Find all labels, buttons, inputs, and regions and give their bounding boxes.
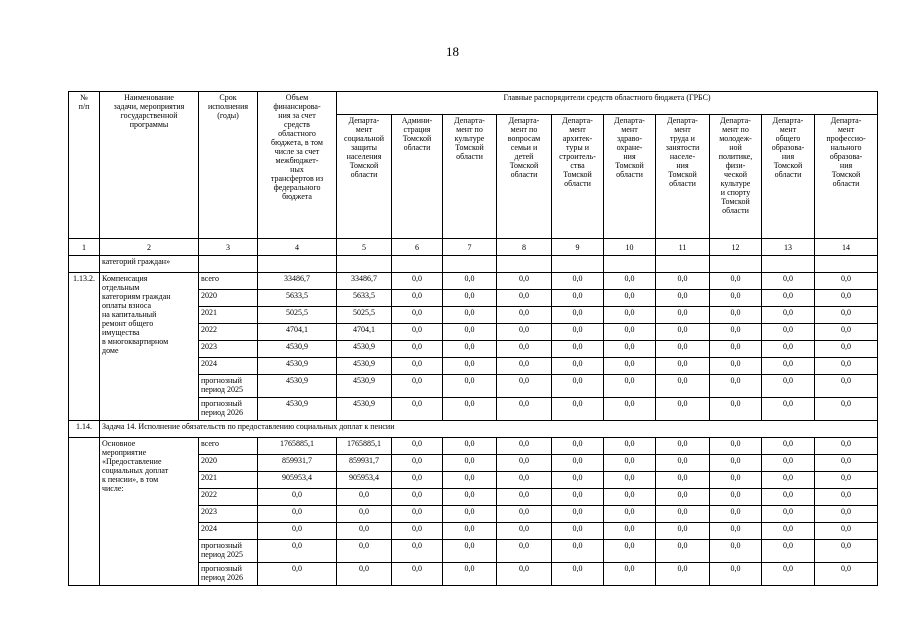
column-index-14: 14 <box>815 239 878 256</box>
value-cell: 0,0 <box>604 341 656 358</box>
header-department-10: Департа- мент профессио- нального образова- ния Томской области <box>815 115 878 239</box>
value-cell: 0,0 <box>762 540 815 563</box>
value-cell: 4704,1 <box>337 324 392 341</box>
value-cell: 0,0 <box>392 324 443 341</box>
value-cell: 0,0 <box>552 489 604 506</box>
column-index-10: 10 <box>604 239 656 256</box>
value-cell: 0,0 <box>815 523 878 540</box>
value-cell: 0,0 <box>815 273 878 290</box>
value-cell: 0,0 <box>392 341 443 358</box>
value-cell: 4530,9 <box>337 375 392 398</box>
value-cell: 0,0 <box>762 307 815 324</box>
value-cell: 0,0 <box>552 438 604 455</box>
value-cell: 0,0 <box>656 307 710 324</box>
value-cell: 0,0 <box>552 398 604 421</box>
period-cell: всего <box>199 438 258 455</box>
value-cell: 0,0 <box>656 438 710 455</box>
value-cell: 0,0 <box>392 523 443 540</box>
value-cell: 0,0 <box>552 375 604 398</box>
period-cell: 2022 <box>199 489 258 506</box>
value-cell: 0,0 <box>497 455 552 472</box>
value-cell: 0,0 <box>815 375 878 398</box>
value-cell: 0,0 <box>337 540 392 563</box>
value-cell: 0,0 <box>392 438 443 455</box>
column-index-row <box>69 239 878 256</box>
value-cell: 0,0 <box>497 489 552 506</box>
value-cell: 0,0 <box>656 472 710 489</box>
period-cell: прогнозный период 2025 <box>199 540 258 563</box>
value-cell: 905953,4 <box>337 472 392 489</box>
value-cell: 0,0 <box>815 438 878 455</box>
value-cell: 0,0 <box>656 290 710 307</box>
value-cell: 0,0 <box>604 523 656 540</box>
value-cell: 0,0 <box>710 341 762 358</box>
value-cell: 0,0 <box>497 273 552 290</box>
value-cell: 0,0 <box>552 273 604 290</box>
value-cell: 0,0 <box>497 563 552 586</box>
header-department-2: Админи- страция Томской области <box>392 115 443 239</box>
value-cell: 0,0 <box>604 455 656 472</box>
value-cell: 0,0 <box>552 472 604 489</box>
value-cell: 0,0 <box>392 472 443 489</box>
total-cell: 1765885,1 <box>258 438 337 455</box>
value-cell: 0,0 <box>392 307 443 324</box>
value-cell: 0,0 <box>762 563 815 586</box>
value-cell: 0,0 <box>443 307 497 324</box>
value-cell: 0,0 <box>552 341 604 358</box>
value-cell: 0,0 <box>337 489 392 506</box>
period-cell: 2021 <box>199 472 258 489</box>
header-grbs-group: Главные распорядители средств областного бюджета (ГРБС) <box>337 92 878 115</box>
page-number: 18 <box>446 44 459 59</box>
column-index-5: 5 <box>337 239 392 256</box>
value-cell: 0,0 <box>443 324 497 341</box>
value-cell: 0,0 <box>604 290 656 307</box>
value-cell: 0,0 <box>815 489 878 506</box>
section-1-13-2-row <box>69 273 878 290</box>
value-cell: 0,0 <box>392 455 443 472</box>
value-cell: 0,0 <box>710 398 762 421</box>
value-cell: 0,0 <box>710 489 762 506</box>
value-cell: 0,0 <box>815 398 878 421</box>
header-department-1: Департа- мент социальной защиты населения Томской области <box>337 115 392 239</box>
value-cell: 0,0 <box>762 455 815 472</box>
value-cell: 0,0 <box>497 506 552 523</box>
value-cell: 0,0 <box>552 523 604 540</box>
value-cell: 0,0 <box>604 540 656 563</box>
value-cell: 0,0 <box>710 506 762 523</box>
value-cell: 0,0 <box>710 563 762 586</box>
total-cell: 0,0 <box>258 506 337 523</box>
column-index-1: 1 <box>69 239 100 256</box>
value-cell: 0,0 <box>337 506 392 523</box>
value-cell: 0,0 <box>815 358 878 375</box>
column-index-13: 13 <box>762 239 815 256</box>
value-cell: 0,0 <box>656 523 710 540</box>
header-department-8: Департа- мент по молодеж- ной политике, физи- ческой культуре и спорту Томской области <box>710 115 762 239</box>
value-cell: 0,0 <box>710 523 762 540</box>
value-cell: 0,0 <box>497 307 552 324</box>
value-cell: 0,0 <box>337 563 392 586</box>
value-cell: 0,0 <box>552 506 604 523</box>
value-cell: 0,0 <box>337 523 392 540</box>
value-cell: 4530,9 <box>337 341 392 358</box>
main-event-number <box>69 438 100 586</box>
value-cell: 0,0 <box>815 540 878 563</box>
value-cell: 0,0 <box>656 341 710 358</box>
value-cell: 0,0 <box>392 273 443 290</box>
value-cell: 0,0 <box>392 563 443 586</box>
value-cell: 0,0 <box>656 398 710 421</box>
value-cell: 0,0 <box>656 506 710 523</box>
value-cell: 0,0 <box>710 273 762 290</box>
header-col-name: Наименование задачи, мероприятия государственной программы <box>100 92 199 239</box>
value-cell: 0,0 <box>762 523 815 540</box>
value-cell: 0,0 <box>762 324 815 341</box>
header-department-7: Департа- мент труда и занятости населе- ния Томской области <box>656 115 710 239</box>
value-cell: 0,0 <box>392 506 443 523</box>
value-cell: 0,0 <box>815 472 878 489</box>
value-cell: 0,0 <box>443 472 497 489</box>
value-cell: 0,0 <box>762 398 815 421</box>
value-cell: 0,0 <box>443 540 497 563</box>
period-cell: прогнозный период 2025 <box>199 375 258 398</box>
value-cell: 0,0 <box>443 358 497 375</box>
value-cell: 0,0 <box>497 540 552 563</box>
value-cell: 0,0 <box>552 563 604 586</box>
column-index-7: 7 <box>443 239 497 256</box>
value-cell: 0,0 <box>552 307 604 324</box>
value-cell: 0,0 <box>392 375 443 398</box>
value-cell: 0,0 <box>604 398 656 421</box>
value-cell: 0,0 <box>604 506 656 523</box>
total-cell: 4530,9 <box>258 375 337 398</box>
budget-table <box>68 91 878 586</box>
value-cell: 0,0 <box>656 563 710 586</box>
value-cell: 0,0 <box>710 324 762 341</box>
value-cell: 0,0 <box>710 358 762 375</box>
value-cell: 0,0 <box>656 358 710 375</box>
value-cell: 0,0 <box>443 523 497 540</box>
value-cell: 0,0 <box>497 523 552 540</box>
value-cell: 0,0 <box>710 290 762 307</box>
value-cell: 0,0 <box>443 563 497 586</box>
value-cell: 0,0 <box>443 273 497 290</box>
value-cell: 5633,5 <box>337 290 392 307</box>
value-cell: 0,0 <box>656 273 710 290</box>
value-cell: 0,0 <box>815 506 878 523</box>
value-cell: 0,0 <box>443 489 497 506</box>
value-cell: 0,0 <box>392 398 443 421</box>
period-cell: 2023 <box>199 506 258 523</box>
period-cell: прогнозный период 2026 <box>199 398 258 421</box>
value-cell: 0,0 <box>604 358 656 375</box>
section-1-13-2 <box>69 273 878 421</box>
value-cell: 0,0 <box>815 563 878 586</box>
section-1-13-2-number: 1.13.2. <box>69 273 100 421</box>
value-cell: 0,0 <box>815 290 878 307</box>
total-cell: 0,0 <box>258 563 337 586</box>
value-cell: 0,0 <box>497 438 552 455</box>
value-cell: 0,0 <box>604 307 656 324</box>
total-cell: 4530,9 <box>258 358 337 375</box>
column-index-3: 3 <box>199 239 258 256</box>
value-cell: 0,0 <box>762 472 815 489</box>
value-cell: 0,0 <box>762 438 815 455</box>
value-cell: 1765885,1 <box>337 438 392 455</box>
value-cell: 0,0 <box>762 358 815 375</box>
column-index-12: 12 <box>710 239 762 256</box>
value-cell: 0,0 <box>443 455 497 472</box>
value-cell: 0,0 <box>762 375 815 398</box>
value-cell: 0,0 <box>656 540 710 563</box>
header-department-9: Департа- мент общего образова- ния Томской области <box>762 115 815 239</box>
value-cell: 0,0 <box>497 472 552 489</box>
total-cell: 0,0 <box>258 540 337 563</box>
value-cell: 0,0 <box>552 455 604 472</box>
value-cell: 0,0 <box>762 290 815 307</box>
period-cell: 2023 <box>199 341 258 358</box>
value-cell: 0,0 <box>392 358 443 375</box>
period-cell: 2024 <box>199 358 258 375</box>
value-cell: 0,0 <box>443 438 497 455</box>
total-cell: 4530,9 <box>258 341 337 358</box>
value-cell: 0,0 <box>552 290 604 307</box>
value-cell: 0,0 <box>604 375 656 398</box>
period-cell: всего <box>199 273 258 290</box>
total-cell: 5025,5 <box>258 307 337 324</box>
value-cell: 4530,9 <box>337 358 392 375</box>
header-department-3: Департа- мент по культуре Томской области <box>443 115 497 239</box>
value-cell: 0,0 <box>604 273 656 290</box>
period-cell: 2020 <box>199 290 258 307</box>
value-cell: 0,0 <box>656 324 710 341</box>
header-department-5: Департа- мент архитек- туры и строитель- ства Томской области <box>552 115 604 239</box>
value-cell: 0,0 <box>710 438 762 455</box>
value-cell: 4530,9 <box>337 398 392 421</box>
value-cell: 0,0 <box>552 358 604 375</box>
value-cell: 0,0 <box>656 455 710 472</box>
value-cell: 0,0 <box>552 540 604 563</box>
value-cell: 0,0 <box>497 375 552 398</box>
value-cell: 0,0 <box>815 341 878 358</box>
value-cell: 0,0 <box>604 563 656 586</box>
value-cell: 33486,7 <box>337 273 392 290</box>
value-cell: 5025,5 <box>337 307 392 324</box>
header-col-period: Срок исполнения (годы) <box>199 92 258 239</box>
value-cell: 0,0 <box>762 506 815 523</box>
value-cell: 0,0 <box>443 341 497 358</box>
total-cell: 4530,9 <box>258 398 337 421</box>
value-cell: 0,0 <box>762 273 815 290</box>
continuation-text: категорий граждан» <box>100 256 199 273</box>
header-department-6: Департа- мент здраво- охране- ния Томской области <box>604 115 656 239</box>
value-cell: 0,0 <box>710 307 762 324</box>
period-cell: 2021 <box>199 307 258 324</box>
column-index-8: 8 <box>497 239 552 256</box>
total-cell: 859931,7 <box>258 455 337 472</box>
value-cell: 0,0 <box>604 438 656 455</box>
period-cell: 2024 <box>199 523 258 540</box>
value-cell: 0,0 <box>443 290 497 307</box>
value-cell: 0,0 <box>604 489 656 506</box>
value-cell: 0,0 <box>656 375 710 398</box>
period-cell: 2020 <box>199 455 258 472</box>
total-cell: 905953,4 <box>258 472 337 489</box>
value-cell: 0,0 <box>710 455 762 472</box>
total-cell: 0,0 <box>258 489 337 506</box>
header-col-number: № п/п <box>69 92 100 239</box>
total-cell: 0,0 <box>258 523 337 540</box>
value-cell: 0,0 <box>392 489 443 506</box>
column-index-6: 6 <box>392 239 443 256</box>
value-cell: 0,0 <box>762 489 815 506</box>
main-event-row <box>69 438 878 455</box>
total-cell: 5633,5 <box>258 290 337 307</box>
main-event-name: Основное мероприятие «Предоставление социальных доплат к пенсии», в том числе: <box>100 438 199 586</box>
period-cell: 2022 <box>199 324 258 341</box>
value-cell: 0,0 <box>443 375 497 398</box>
section-main-event <box>69 438 878 586</box>
value-cell: 0,0 <box>497 341 552 358</box>
value-cell: 0,0 <box>604 324 656 341</box>
value-cell: 859931,7 <box>337 455 392 472</box>
period-cell: прогнозный период 2026 <box>199 563 258 586</box>
value-cell: 0,0 <box>710 540 762 563</box>
header-department-4: Департа- мент по вопросам семьи и детей Томской области <box>497 115 552 239</box>
value-cell: 0,0 <box>552 324 604 341</box>
value-cell: 0,0 <box>443 398 497 421</box>
value-cell: 0,0 <box>497 398 552 421</box>
column-index-2: 2 <box>100 239 199 256</box>
value-cell: 0,0 <box>497 324 552 341</box>
value-cell: 0,0 <box>443 506 497 523</box>
task-1-14-number: 1.14. <box>69 421 100 438</box>
value-cell: 0,0 <box>815 307 878 324</box>
total-cell: 4704,1 <box>258 324 337 341</box>
task-1-14-title: Задача 14. Исполнение обязательств по предоставлению социальных доплат к пенсии <box>100 421 878 438</box>
value-cell: 0,0 <box>710 375 762 398</box>
value-cell: 0,0 <box>815 455 878 472</box>
total-cell: 33486,7 <box>258 273 337 290</box>
value-cell: 0,0 <box>392 290 443 307</box>
column-index-4: 4 <box>258 239 337 256</box>
value-cell: 0,0 <box>815 324 878 341</box>
value-cell: 0,0 <box>762 341 815 358</box>
value-cell: 0,0 <box>392 540 443 563</box>
value-cell: 0,0 <box>604 472 656 489</box>
value-cell: 0,0 <box>497 358 552 375</box>
header-col-total: Объем финансирова- ния за счет средств областного бюджета, в том числе за счет межбюджет- ных трансфертов из федерального бюджета <box>258 92 337 239</box>
column-index-11: 11 <box>656 239 710 256</box>
column-index-9: 9 <box>552 239 604 256</box>
value-cell: 0,0 <box>497 290 552 307</box>
section-1-13-2-name: Компенсация отдельным категориям граждан оплаты взноса на капитальный ремонт общего имущества в многоквартирном доме <box>100 273 199 421</box>
value-cell: 0,0 <box>656 489 710 506</box>
value-cell: 0,0 <box>710 472 762 489</box>
